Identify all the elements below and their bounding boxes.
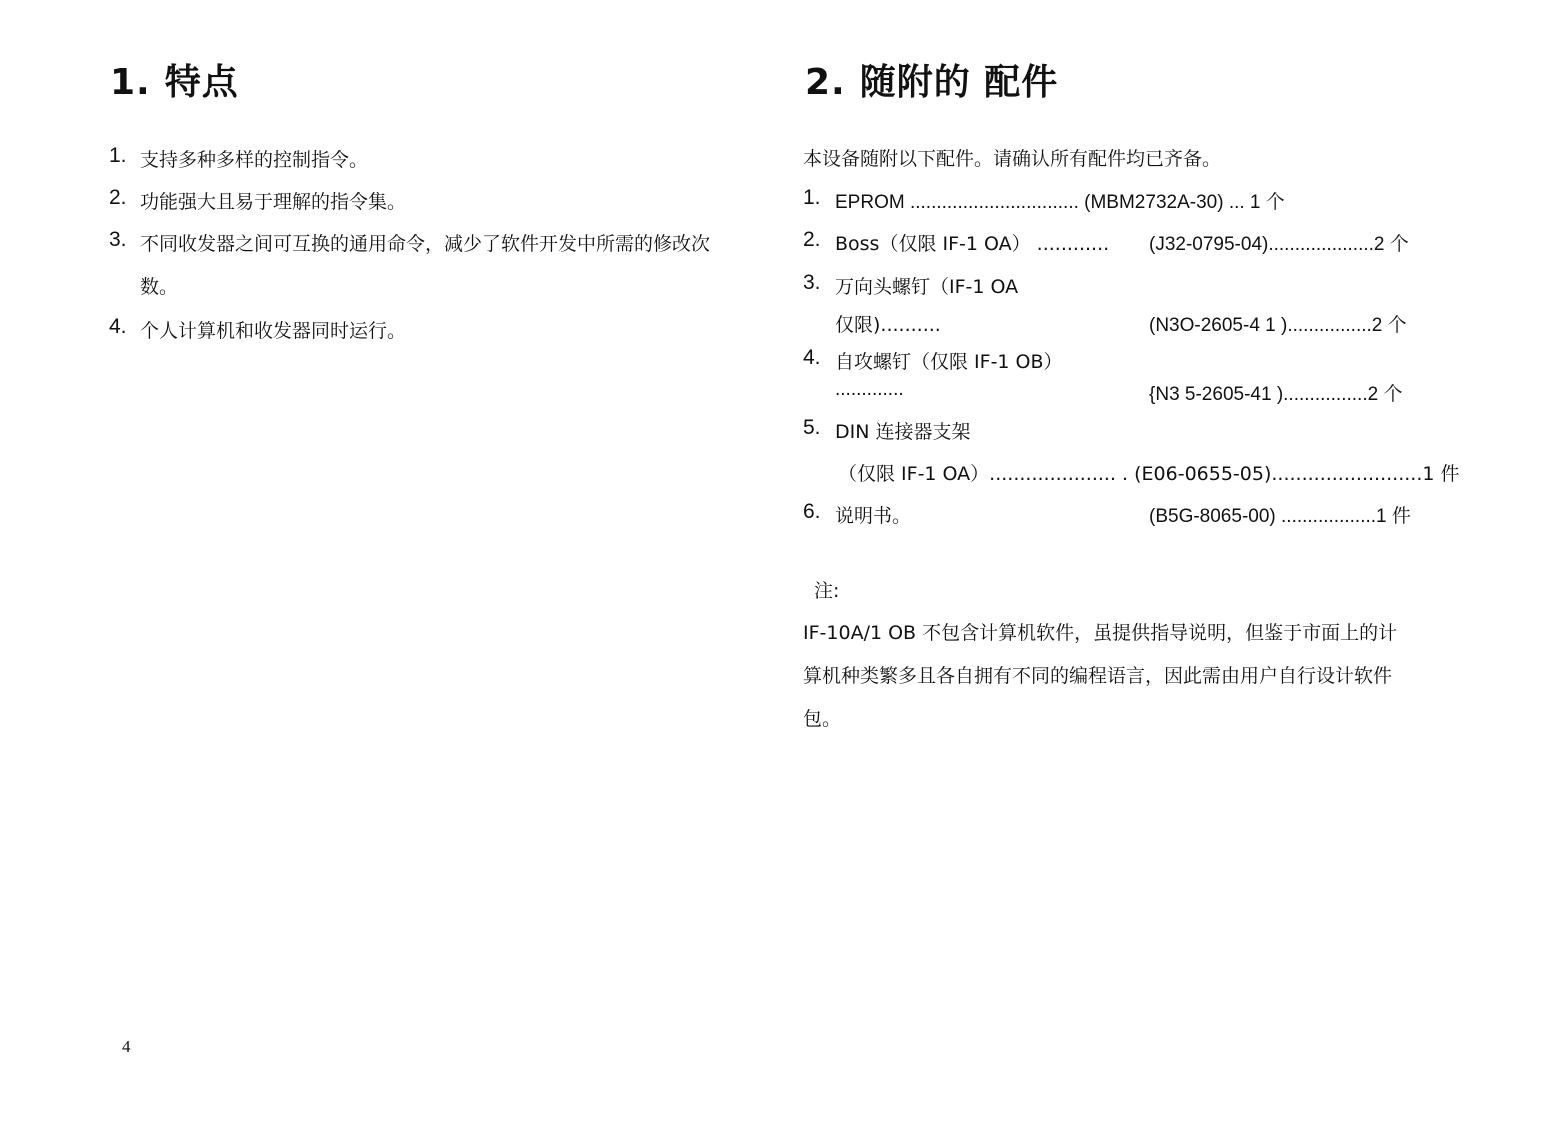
features-item-1-number: 1. (109, 144, 127, 167)
accessory-item-3-part: (N3O-2605-4 1 )................2 个 (1149, 315, 1407, 336)
accessory-item-5-number: 5. (803, 416, 821, 439)
features-item-2-number: 2. (109, 186, 127, 209)
accessory-item-6-name: 说明书。 (835, 505, 912, 527)
section2-heading-title: 随附的 配件 (859, 62, 1059, 103)
note-line-2: 算机种类繁多且各自拥有不同的编程语言，因此需由用户自行设计软件 (803, 665, 1393, 687)
page-number: 4 (122, 1037, 131, 1056)
section1-heading (110, 54, 239, 105)
features-item-2-text: 功能强大且易于理解的指令集。 (140, 191, 407, 213)
accessory-item-4-number: 4. (803, 346, 821, 369)
section1-heading-number: 1. (110, 62, 151, 103)
accessory-item-4-part: {N3 5-2605-41 )................2 个 (1149, 384, 1403, 405)
accessory-item-5-part: （仅限 IF-1 OA）..................... . (E06-0655-05).........................1 件 (838, 463, 1460, 485)
accessories-intro: 本设备随附以下配件。请确认所有配件均已齐备。 (803, 148, 1222, 170)
section1-heading-title: 特点 (164, 62, 239, 103)
note-line-1: IF-10A/1 OB 不包含计算机软件，虽提供指导说明，但鉴于市面上的计 (803, 622, 1398, 644)
note-label: 注: (814, 580, 840, 602)
features-item-3-number: 3. (109, 228, 127, 251)
accessory-item-1-text: EPROM ................................ (MBM2732A-30) ... 1 个 (835, 192, 1285, 213)
features-item-4-text: 个人计算机和收发器同时运行。 (140, 320, 407, 342)
accessory-item-6-number: 6. (803, 500, 821, 523)
accessory-item-2-part: (J32-0795-04)....................2 个 (1149, 234, 1409, 255)
note-line-3: 包。 (803, 708, 842, 730)
accessory-item-3-name: 万向头螺钉（IF-1 OA (835, 276, 1019, 298)
accessory-item-3-number: 3. (803, 271, 821, 294)
accessory-item-4-name: 自攻螺钉（仅限 IF-1 OB） (835, 351, 1063, 373)
accessory-item-1-number: 1. (803, 186, 821, 209)
accessory-item-2-number: 2. (803, 228, 821, 251)
features-item-3-continuation: 数。 (140, 276, 179, 298)
accessory-item-5-name: DIN 连接器支架 (835, 421, 971, 443)
accessory-item-6-part: (B5G-8065-00) ..................1 件 (1149, 506, 1411, 527)
accessory-item-4-dots: ............. (835, 379, 904, 400)
section2-heading-number: 2. (805, 62, 846, 103)
features-item-4-number: 4. (109, 315, 127, 338)
section2-heading (805, 54, 1058, 105)
accessory-item-3-name-cont: 仅限).......... (835, 314, 941, 336)
accessory-item-2-name: Boss（仅限 IF-1 OA） ............ (835, 233, 1110, 255)
features-item-1-text: 支持多种多样的控制指令。 (140, 149, 369, 171)
features-item-3-text: 不同收发器之间可互换的通用命令，减少了软件开发中所需的修改次 (140, 233, 711, 255)
